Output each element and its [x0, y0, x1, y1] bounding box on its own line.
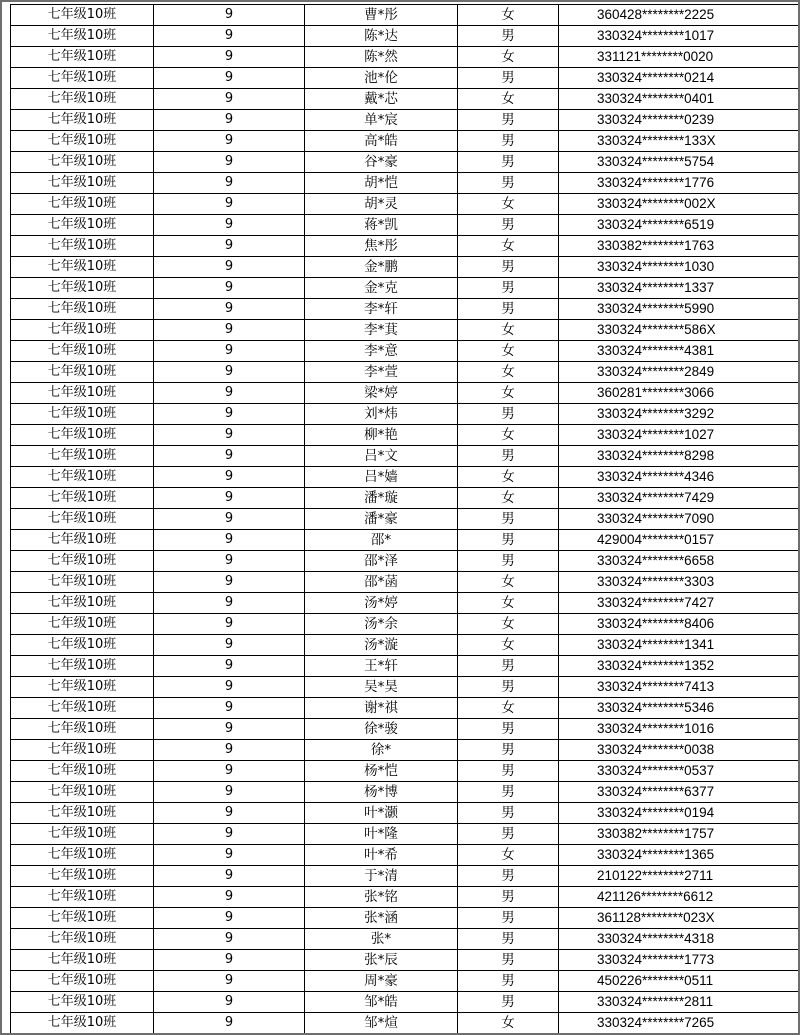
- class-cell: 七年级10班: [11, 509, 154, 530]
- class-cell: 七年级10班: [11, 593, 154, 614]
- student-name-cell: 邵*菡: [305, 572, 458, 593]
- gender-cell: 女: [458, 614, 559, 635]
- student-name-cell: 张*辰: [305, 950, 458, 971]
- class-cell: 七年级10班: [11, 866, 154, 887]
- gender-cell: 女: [458, 320, 559, 341]
- student-name-cell: 叶*灏: [305, 803, 458, 824]
- gender-cell: 男: [458, 257, 559, 278]
- id-number-cell: 330324********4318: [559, 929, 800, 950]
- class-cell: 七年级10班: [11, 257, 154, 278]
- grade-cell: 9: [154, 47, 305, 68]
- student-name-cell: 吕*嫱: [305, 467, 458, 488]
- class-cell: 七年级10班: [11, 215, 154, 236]
- grade-cell: 9: [154, 68, 305, 89]
- class-cell: 七年级10班: [11, 383, 154, 404]
- student-name-cell: 周*豪: [305, 971, 458, 992]
- table-row: [11, 635, 800, 656]
- table-row: [11, 698, 800, 719]
- gender-cell: 女: [458, 5, 559, 26]
- table-row: [11, 866, 800, 887]
- id-number-cell: 330324********0401: [559, 89, 800, 110]
- gender-cell: 女: [458, 89, 559, 110]
- student-name-cell: 李*萁: [305, 320, 458, 341]
- id-number-cell: 330324********7265: [559, 1013, 800, 1034]
- id-number-cell: 330324********0239: [559, 110, 800, 131]
- student-name-cell: 李*萱: [305, 362, 458, 383]
- gender-cell: 女: [458, 425, 559, 446]
- id-number-cell: 330324********7413: [559, 677, 800, 698]
- id-number-cell: 330324********7090: [559, 509, 800, 530]
- student-name-cell: 柳*艳: [305, 425, 458, 446]
- id-number-cell: 330324********1030: [559, 257, 800, 278]
- class-cell: 七年级10班: [11, 887, 154, 908]
- grade-cell: 9: [154, 992, 305, 1013]
- gender-cell: 男: [458, 404, 559, 425]
- grade-cell: 9: [154, 929, 305, 950]
- gender-cell: 男: [458, 152, 559, 173]
- table-row: [11, 194, 800, 215]
- grade-cell: 9: [154, 782, 305, 803]
- student-name-cell: 单*宸: [305, 110, 458, 131]
- gender-cell: 女: [458, 845, 559, 866]
- class-cell: 七年级10班: [11, 551, 154, 572]
- id-number-cell: 330324********4381: [559, 341, 800, 362]
- grade-cell: 9: [154, 89, 305, 110]
- grade-cell: 9: [154, 719, 305, 740]
- student-name-cell: 杨*恺: [305, 761, 458, 782]
- class-cell: 七年级10班: [11, 131, 154, 152]
- gender-cell: 男: [458, 446, 559, 467]
- table-row: [11, 110, 800, 131]
- class-cell: 七年级10班: [11, 740, 154, 761]
- student-name-cell: 于*清: [305, 866, 458, 887]
- student-name-cell: 王*轩: [305, 656, 458, 677]
- student-name-cell: 高*皓: [305, 131, 458, 152]
- id-number-cell: 429004********0157: [559, 530, 800, 551]
- gender-cell: 男: [458, 299, 559, 320]
- grade-cell: 9: [154, 425, 305, 446]
- gender-cell: 女: [458, 488, 559, 509]
- gender-cell: 男: [458, 761, 559, 782]
- id-number-cell: 330324********8406: [559, 614, 800, 635]
- grade-cell: 9: [154, 341, 305, 362]
- student-name-cell: 邹*皓: [305, 992, 458, 1013]
- id-number-cell: 330324********0038: [559, 740, 800, 761]
- table-row: [11, 908, 800, 929]
- id-number-cell: 330324********7427: [559, 593, 800, 614]
- table-row: [11, 47, 800, 68]
- grade-cell: 9: [154, 509, 305, 530]
- grade-cell: 9: [154, 404, 305, 425]
- gender-cell: 男: [458, 824, 559, 845]
- class-cell: 七年级10班: [11, 47, 154, 68]
- grade-cell: 9: [154, 299, 305, 320]
- table-row: [11, 530, 800, 551]
- student-name-cell: 潘*璇: [305, 488, 458, 509]
- class-cell: 七年级10班: [11, 677, 154, 698]
- grade-cell: 9: [154, 971, 305, 992]
- student-name-cell: 蒋*凯: [305, 215, 458, 236]
- gender-cell: 男: [458, 173, 559, 194]
- gender-cell: 男: [458, 278, 559, 299]
- grade-cell: 9: [154, 866, 305, 887]
- student-name-cell: 邵*: [305, 530, 458, 551]
- class-cell: 七年级10班: [11, 635, 154, 656]
- id-number-cell: 330324********6519: [559, 215, 800, 236]
- grade-cell: 9: [154, 194, 305, 215]
- class-cell: 七年级10班: [11, 152, 154, 173]
- id-number-cell: 330324********1337: [559, 278, 800, 299]
- student-name-cell: 谢*祺: [305, 698, 458, 719]
- table-row: [11, 950, 800, 971]
- class-cell: 七年级10班: [11, 173, 154, 194]
- student-name-cell: 徐*: [305, 740, 458, 761]
- grade-cell: 9: [154, 551, 305, 572]
- class-cell: 七年级10班: [11, 803, 154, 824]
- id-number-cell: 210122********2711: [559, 866, 800, 887]
- id-number-cell: 361128********023X: [559, 908, 800, 929]
- id-number-cell: 330324********0537: [559, 761, 800, 782]
- gender-cell: 女: [458, 236, 559, 257]
- id-number-cell: 330324********1341: [559, 635, 800, 656]
- table-row: [11, 299, 800, 320]
- table-row: [11, 1013, 800, 1034]
- id-number-cell: 330324********1365: [559, 845, 800, 866]
- gender-cell: 男: [458, 866, 559, 887]
- class-cell: 七年级10班: [11, 425, 154, 446]
- class-cell: 七年级10班: [11, 761, 154, 782]
- id-number-cell: 330324********586X: [559, 320, 800, 341]
- class-cell: 七年级10班: [11, 236, 154, 257]
- class-cell: 七年级10班: [11, 404, 154, 425]
- student-name-cell: 陈*达: [305, 26, 458, 47]
- table-row: [11, 992, 800, 1013]
- table-row: [11, 677, 800, 698]
- student-name-cell: 吴*昊: [305, 677, 458, 698]
- gender-cell: 男: [458, 719, 559, 740]
- gender-cell: 男: [458, 656, 559, 677]
- table-row: [11, 446, 800, 467]
- table-row: [11, 509, 800, 530]
- class-cell: 七年级10班: [11, 299, 154, 320]
- id-number-cell: 330324********5754: [559, 152, 800, 173]
- class-cell: 七年级10班: [11, 68, 154, 89]
- id-number-cell: 360428********2225: [559, 5, 800, 26]
- gender-cell: 男: [458, 971, 559, 992]
- class-cell: 七年级10班: [11, 488, 154, 509]
- roster-table-body: [11, 5, 800, 1034]
- gender-cell: 男: [458, 908, 559, 929]
- id-number-cell: 330324********133X: [559, 131, 800, 152]
- id-number-cell: 330324********2849: [559, 362, 800, 383]
- table-row: [11, 383, 800, 404]
- gender-cell: 女: [458, 572, 559, 593]
- grade-cell: 9: [154, 656, 305, 677]
- class-cell: 七年级10班: [11, 572, 154, 593]
- student-name-cell: 戴*芯: [305, 89, 458, 110]
- gender-cell: 女: [458, 698, 559, 719]
- grade-cell: 9: [154, 803, 305, 824]
- class-cell: 七年级10班: [11, 110, 154, 131]
- grade-cell: 9: [154, 278, 305, 299]
- id-number-cell: 330382********1757: [559, 824, 800, 845]
- id-number-cell: 330324********2811: [559, 992, 800, 1013]
- gender-cell: 男: [458, 551, 559, 572]
- grade-cell: 9: [154, 950, 305, 971]
- id-number-cell: 330324********002X: [559, 194, 800, 215]
- gender-cell: 女: [458, 467, 559, 488]
- gender-cell: 男: [458, 68, 559, 89]
- gender-cell: 女: [458, 635, 559, 656]
- grade-cell: 9: [154, 26, 305, 47]
- student-name-cell: 徐*骏: [305, 719, 458, 740]
- class-cell: 七年级10班: [11, 26, 154, 47]
- table-row: [11, 761, 800, 782]
- student-name-cell: 刘*炜: [305, 404, 458, 425]
- class-cell: 七年级10班: [11, 467, 154, 488]
- table-row: [11, 740, 800, 761]
- grade-cell: 9: [154, 5, 305, 26]
- student-name-cell: 汤*婷: [305, 593, 458, 614]
- class-cell: 七年级10班: [11, 824, 154, 845]
- student-name-cell: 杨*博: [305, 782, 458, 803]
- class-cell: 七年级10班: [11, 971, 154, 992]
- id-number-cell: 330324********7429: [559, 488, 800, 509]
- id-number-cell: 330324********1352: [559, 656, 800, 677]
- table-row: [11, 215, 800, 236]
- gender-cell: 男: [458, 992, 559, 1013]
- student-name-cell: 梁*婷: [305, 383, 458, 404]
- id-number-cell: 330324********1776: [559, 173, 800, 194]
- table-row: [11, 824, 800, 845]
- table-row: [11, 425, 800, 446]
- student-name-cell: 谷*豪: [305, 152, 458, 173]
- table-row: [11, 68, 800, 89]
- table-row: [11, 341, 800, 362]
- student-name-cell: 李*轩: [305, 299, 458, 320]
- class-cell: 七年级10班: [11, 845, 154, 866]
- grade-cell: 9: [154, 257, 305, 278]
- grade-cell: 9: [154, 173, 305, 194]
- gender-cell: 男: [458, 530, 559, 551]
- gender-cell: 女: [458, 593, 559, 614]
- grade-cell: 9: [154, 215, 305, 236]
- class-cell: 七年级10班: [11, 992, 154, 1013]
- id-number-cell: 330324********1773: [559, 950, 800, 971]
- student-name-cell: 金*鹏: [305, 257, 458, 278]
- class-cell: 七年级10班: [11, 530, 154, 551]
- table-row: [11, 257, 800, 278]
- class-cell: 七年级10班: [11, 908, 154, 929]
- id-number-cell: 330324********5346: [559, 698, 800, 719]
- gender-cell: 女: [458, 47, 559, 68]
- class-cell: 七年级10班: [11, 782, 154, 803]
- id-number-cell: 331121********0020: [559, 47, 800, 68]
- gender-cell: 男: [458, 782, 559, 803]
- gender-cell: 男: [458, 950, 559, 971]
- gender-cell: 女: [458, 194, 559, 215]
- id-number-cell: 330324********4346: [559, 467, 800, 488]
- table-row: [11, 173, 800, 194]
- class-cell: 七年级10班: [11, 614, 154, 635]
- gender-cell: 男: [458, 110, 559, 131]
- gender-cell: 男: [458, 677, 559, 698]
- student-name-cell: 张*涵: [305, 908, 458, 929]
- table-row: [11, 467, 800, 488]
- grade-cell: 9: [154, 635, 305, 656]
- student-name-cell: 吕*文: [305, 446, 458, 467]
- gender-cell: 女: [458, 1013, 559, 1034]
- gender-cell: 男: [458, 803, 559, 824]
- student-name-cell: 张*铭: [305, 887, 458, 908]
- id-number-cell: 330324********3292: [559, 404, 800, 425]
- grade-cell: 9: [154, 467, 305, 488]
- student-name-cell: 曹*彤: [305, 5, 458, 26]
- grade-cell: 9: [154, 383, 305, 404]
- id-number-cell: 330324********1017: [559, 26, 800, 47]
- grade-cell: 9: [154, 824, 305, 845]
- grade-cell: 9: [154, 236, 305, 257]
- grade-cell: 9: [154, 677, 305, 698]
- grade-cell: 9: [154, 908, 305, 929]
- gender-cell: 男: [458, 740, 559, 761]
- table-row: [11, 929, 800, 950]
- id-number-cell: 330324********5990: [559, 299, 800, 320]
- table-row: [11, 320, 800, 341]
- id-number-cell: 330324********1016: [559, 719, 800, 740]
- id-number-cell: 330324********6377: [559, 782, 800, 803]
- id-number-cell: 330324********1027: [559, 425, 800, 446]
- id-number-cell: 330324********6658: [559, 551, 800, 572]
- grade-cell: 9: [154, 530, 305, 551]
- student-name-cell: 焦*彤: [305, 236, 458, 257]
- table-row: [11, 551, 800, 572]
- table-row: [11, 278, 800, 299]
- student-name-cell: 邵*泽: [305, 551, 458, 572]
- table-row: [11, 362, 800, 383]
- class-cell: 七年级10班: [11, 929, 154, 950]
- grade-cell: 9: [154, 740, 305, 761]
- table-row: [11, 572, 800, 593]
- student-name-cell: 潘*豪: [305, 509, 458, 530]
- table-row: [11, 5, 800, 26]
- grade-cell: 9: [154, 152, 305, 173]
- student-name-cell: 李*意: [305, 341, 458, 362]
- class-cell: 七年级10班: [11, 341, 154, 362]
- class-cell: 七年级10班: [11, 446, 154, 467]
- class-cell: 七年级10班: [11, 5, 154, 26]
- table-row: [11, 845, 800, 866]
- id-number-cell: 330382********1763: [559, 236, 800, 257]
- class-cell: 七年级10班: [11, 656, 154, 677]
- gender-cell: 男: [458, 929, 559, 950]
- gender-cell: 男: [458, 131, 559, 152]
- table-row: [11, 404, 800, 425]
- student-name-cell: 汤*余: [305, 614, 458, 635]
- grade-cell: 9: [154, 614, 305, 635]
- id-number-cell: 330324********0214: [559, 68, 800, 89]
- student-name-cell: 叶*希: [305, 845, 458, 866]
- student-name-cell: 张*: [305, 929, 458, 950]
- student-name-cell: 胡*灵: [305, 194, 458, 215]
- student-roster-table: [10, 4, 800, 1034]
- table-row: [11, 887, 800, 908]
- gender-cell: 男: [458, 215, 559, 236]
- id-number-cell: 330324********8298: [559, 446, 800, 467]
- gender-cell: 男: [458, 509, 559, 530]
- class-cell: 七年级10班: [11, 698, 154, 719]
- id-number-cell: 421126********6612: [559, 887, 800, 908]
- table-row: [11, 593, 800, 614]
- class-cell: 七年级10班: [11, 719, 154, 740]
- table-row: [11, 131, 800, 152]
- grade-cell: 9: [154, 572, 305, 593]
- table-row: [11, 89, 800, 110]
- grade-cell: 9: [154, 887, 305, 908]
- table-row: [11, 614, 800, 635]
- student-name-cell: 汤*漩: [305, 635, 458, 656]
- grade-cell: 9: [154, 845, 305, 866]
- table-row: [11, 152, 800, 173]
- gender-cell: 男: [458, 26, 559, 47]
- grade-cell: 9: [154, 488, 305, 509]
- table-row: [11, 803, 800, 824]
- class-cell: 七年级10班: [11, 362, 154, 383]
- student-name-cell: 金*克: [305, 278, 458, 299]
- id-number-cell: 360281********3066: [559, 383, 800, 404]
- class-cell: 七年级10班: [11, 950, 154, 971]
- id-number-cell: 450226********0511: [559, 971, 800, 992]
- grade-cell: 9: [154, 593, 305, 614]
- class-cell: 七年级10班: [11, 89, 154, 110]
- class-cell: 七年级10班: [11, 194, 154, 215]
- grade-cell: 9: [154, 110, 305, 131]
- class-cell: 七年级10班: [11, 320, 154, 341]
- grade-cell: 9: [154, 320, 305, 341]
- id-number-cell: 330324********0194: [559, 803, 800, 824]
- grade-cell: 9: [154, 761, 305, 782]
- grade-cell: 9: [154, 698, 305, 719]
- class-cell: 七年级10班: [11, 278, 154, 299]
- class-cell: 七年级10班: [11, 1013, 154, 1034]
- table-row: [11, 236, 800, 257]
- table-row: [11, 782, 800, 803]
- student-name-cell: 池*伦: [305, 68, 458, 89]
- student-name-cell: 邹*煊: [305, 1013, 458, 1034]
- gender-cell: 男: [458, 887, 559, 908]
- student-name-cell: 陈*然: [305, 47, 458, 68]
- table-row: [11, 488, 800, 509]
- grade-cell: 9: [154, 1013, 305, 1034]
- gender-cell: 女: [458, 362, 559, 383]
- grade-cell: 9: [154, 362, 305, 383]
- table-row: [11, 656, 800, 677]
- grade-cell: 9: [154, 131, 305, 152]
- table-row: [11, 26, 800, 47]
- table-row: [11, 719, 800, 740]
- student-name-cell: 叶*隆: [305, 824, 458, 845]
- grade-cell: 9: [154, 446, 305, 467]
- table-row: [11, 971, 800, 992]
- student-name-cell: 胡*恺: [305, 173, 458, 194]
- id-number-cell: 330324********3303: [559, 572, 800, 593]
- gender-cell: 女: [458, 341, 559, 362]
- gender-cell: 女: [458, 383, 559, 404]
